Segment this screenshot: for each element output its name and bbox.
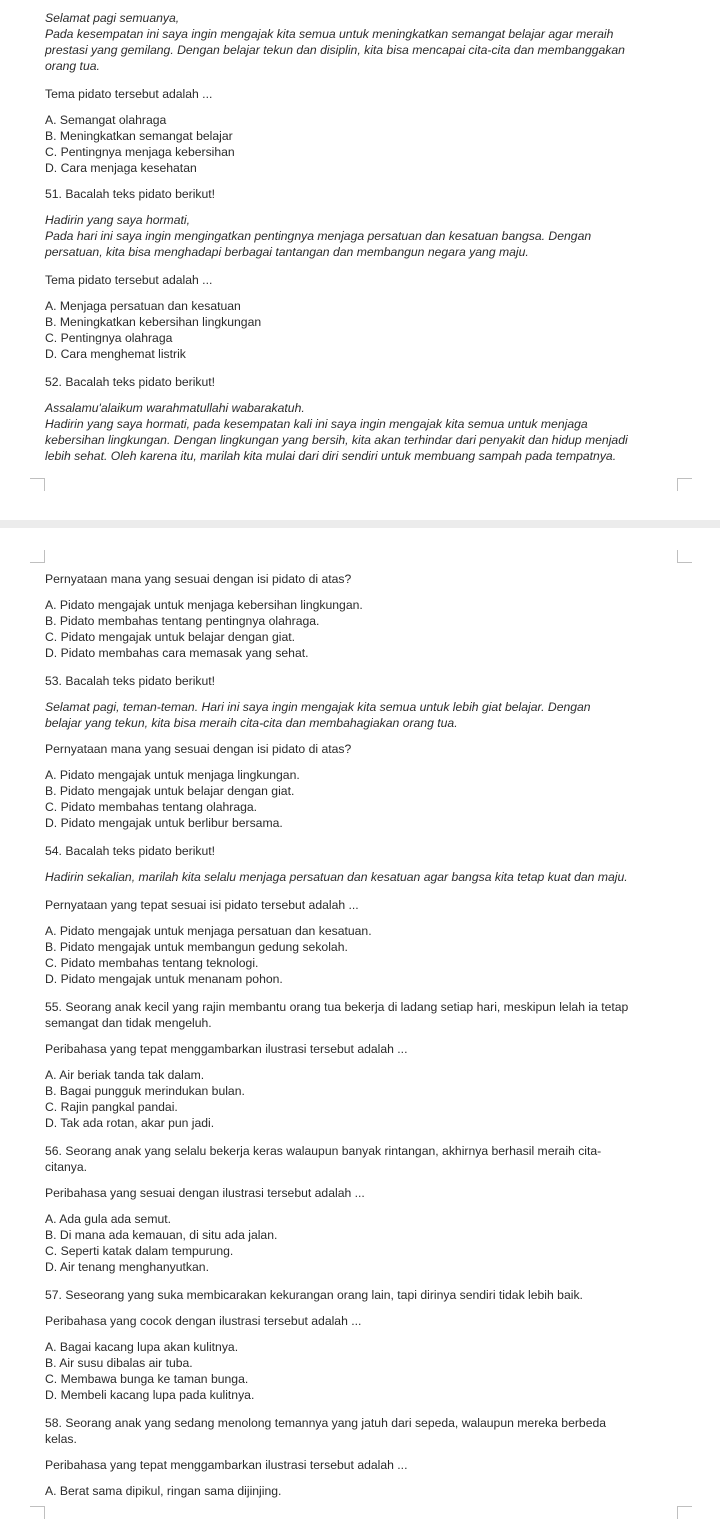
answer-option: A. Ada gula ada semut. xyxy=(45,1212,172,1226)
question-heading: citanya. xyxy=(45,1160,88,1174)
question-heading: 52. Bacalah teks pidato berikut! xyxy=(45,375,216,389)
answer-option: A. Berat sama dipikul, ringan sama dijinjing. xyxy=(45,1484,282,1498)
answer-option: A. Bagai kacang lupa akan kulitnya. xyxy=(45,1340,239,1354)
document-page-bottom xyxy=(0,530,720,1520)
answer-option: A. Pidato mengajak untuk menjaga kebersihan lingkungan. xyxy=(45,598,363,612)
answer-option: B. Pidato mengajak untuk belajar dengan giat. xyxy=(45,784,295,798)
question-prompt: Tema pidato tersebut adalah ... xyxy=(45,273,213,287)
crop-corner-mark xyxy=(30,478,45,491)
speech-text-line: Hadirin yang saya hormati, pada kesempatan kali ini saya ingin mengajak kita semua untuk menjaga xyxy=(45,417,588,431)
question-prompt: Peribahasa yang cocok dengan ilustrasi tersebut adalah ... xyxy=(45,1314,362,1328)
question-prompt: Peribahasa yang sesuai dengan ilustrasi tersebut adalah ... xyxy=(45,1186,365,1200)
speech-text-line: Selamat pagi, teman-teman. Hari ini saya ingin mengajak kita semua untuk lebih giat belajar. Dengan xyxy=(45,700,591,714)
question-heading: 55. Seorang anak kecil yang rajin membantu orang tua bekerja di ladang setiap hari, meskipun lelah ia tetap xyxy=(45,1000,629,1014)
answer-option: C. Pentingnya olahraga xyxy=(45,331,173,345)
speech-text-line: persatuan, kita bisa menghadapi berbagai tantangan dan membangun negara yang maju. xyxy=(45,245,529,259)
document-page-top xyxy=(0,0,720,523)
question-heading: 58. Seorang anak yang sedang menolong temannya yang jatuh dari sepeda, walaupun mereka berbeda xyxy=(45,1416,607,1430)
answer-option: C. Pidato membahas tentang olahraga. xyxy=(45,800,258,814)
crop-corner-mark xyxy=(677,478,692,491)
question-prompt: Tema pidato tersebut adalah ... xyxy=(45,87,213,101)
question-heading: 51. Bacalah teks pidato berikut! xyxy=(45,187,216,201)
answer-option: A. Semangat olahraga xyxy=(45,113,167,127)
question-heading: 53. Bacalah teks pidato berikut! xyxy=(45,674,216,688)
question-heading: 54. Bacalah teks pidato berikut! xyxy=(45,844,216,858)
answer-option: D. Pidato mengajak untuk berlibur bersama. xyxy=(45,816,283,830)
answer-option: A. Air beriak tanda tak dalam. xyxy=(45,1068,205,1082)
answer-option: D. Cara menghemat listrik xyxy=(45,347,186,361)
question-heading: 57. Seseorang yang suka membicarakan kekurangan orang lain, tapi dirinya sendiri tidak lebih baik. xyxy=(45,1288,583,1302)
speech-text-line: orang tua. xyxy=(45,59,100,73)
speech-text-line: Assalamu'alaikum warahmatullahi wabarakatuh. xyxy=(45,401,305,415)
question-heading: semangat dan tidak mengeluh. xyxy=(45,1016,212,1030)
answer-option: C. Rajin pangkal pandai. xyxy=(45,1100,178,1114)
answer-option: D. Membeli kacang lupa pada kulitnya. xyxy=(45,1388,255,1402)
page-separator xyxy=(0,520,720,528)
question-prompt: Pernyataan mana yang sesuai dengan isi pidato di atas? xyxy=(45,572,352,586)
greeting-line: Selamat pagi semuanya, xyxy=(45,11,180,25)
speech-text-line: Pada hari ini saya ingin mengingatkan pentingnya menjaga persatuan dan kesatuan bangsa. Dengan xyxy=(45,229,592,243)
question-heading: 56. Seorang anak yang selalu bekerja keras walaupun banyak rintangan, akhirnya berhasil meraih cita- xyxy=(45,1144,602,1158)
answer-option: C. Pidato mengajak untuk belajar dengan giat. xyxy=(45,630,296,644)
speech-text-line: belajar yang tekun, kita bisa meraih cita-cita dan membahagiakan orang tua. xyxy=(45,716,458,730)
speech-text-line: lebih sehat. Oleh karena itu, marilah kita mulai dari diri sendiri untuk membuang sampah pada tempatnya. xyxy=(45,449,617,463)
answer-option: B. Pidato mengajak untuk membangun gedung sekolah. xyxy=(45,940,348,954)
answer-option: D. Air tenang menghanyutkan. xyxy=(45,1260,209,1274)
answer-option: C. Pentingnya menjaga kebersihan xyxy=(45,145,235,159)
crop-corner-mark xyxy=(677,1506,692,1519)
answer-option: C. Seperti katak dalam tempurung. xyxy=(45,1244,234,1258)
crop-corner-mark xyxy=(30,550,45,563)
question-prompt: Pernyataan mana yang sesuai dengan isi pidato di atas? xyxy=(45,742,352,756)
answer-option: A. Pidato mengajak untuk menjaga persatuan dan kesatuan. xyxy=(45,924,372,938)
answer-option: A. Pidato mengajak untuk menjaga lingkungan. xyxy=(45,768,300,782)
answer-option: D. Tak ada rotan, akar pun jadi. xyxy=(45,1116,215,1130)
answer-option: B. Air susu dibalas air tuba. xyxy=(45,1356,193,1370)
answer-option: B. Pidato membahas tentang pentingnya olahraga. xyxy=(45,614,320,628)
answer-option: C. Pidato membahas tentang teknologi. xyxy=(45,956,259,970)
question-prompt: Peribahasa yang tepat menggambarkan ilustrasi tersebut adalah ... xyxy=(45,1042,408,1056)
answer-option: D. Pidato mengajak untuk menanam pohon. xyxy=(45,972,283,986)
answer-option: D. Cara menjaga kesehatan xyxy=(45,161,197,175)
answer-option: A. Menjaga persatuan dan kesatuan xyxy=(45,299,241,313)
speech-text-line: prestasi yang gemilang. Dengan belajar tekun dan disiplin, kita bisa mencapai cita-cita dan membanggakan xyxy=(45,43,625,57)
answer-option: C. Membawa bunga ke taman bunga. xyxy=(45,1372,249,1386)
question-prompt: Pernyataan yang tepat sesuai isi pidato tersebut adalah ... xyxy=(45,898,359,912)
answer-option: B. Meningkatkan semangat belajar xyxy=(45,129,233,143)
question-heading: kelas. xyxy=(45,1432,77,1446)
answer-option: D. Pidato membahas cara memasak yang sehat. xyxy=(45,646,309,660)
answer-option: B. Bagai pungguk merindukan bulan. xyxy=(45,1084,245,1098)
speech-text-line: Hadirin yang saya hormati, xyxy=(45,213,190,227)
speech-text-line: Hadirin sekalian, marilah kita selalu menjaga persatuan dan kesatuan agar bangsa kita tetap kuat dan maju. xyxy=(45,870,628,884)
crop-corner-mark xyxy=(30,1506,45,1519)
speech-text-line: Pada kesempatan ini saya ingin mengajak kita semua untuk meningkatkan semangat belajar agar meraih xyxy=(45,27,614,41)
answer-option: B. Di mana ada kemauan, di situ ada jalan. xyxy=(45,1228,278,1242)
answer-option: B. Meningkatkan kebersihan lingkungan xyxy=(45,315,262,329)
speech-text-line: kebersihan lingkungan. Dengan lingkungan yang bersih, kita akan terhindar dari penyakit dan hidup menjadi xyxy=(45,433,628,447)
question-prompt: Peribahasa yang tepat menggambarkan ilustrasi tersebut adalah ... xyxy=(45,1458,408,1472)
crop-corner-mark xyxy=(677,550,692,563)
